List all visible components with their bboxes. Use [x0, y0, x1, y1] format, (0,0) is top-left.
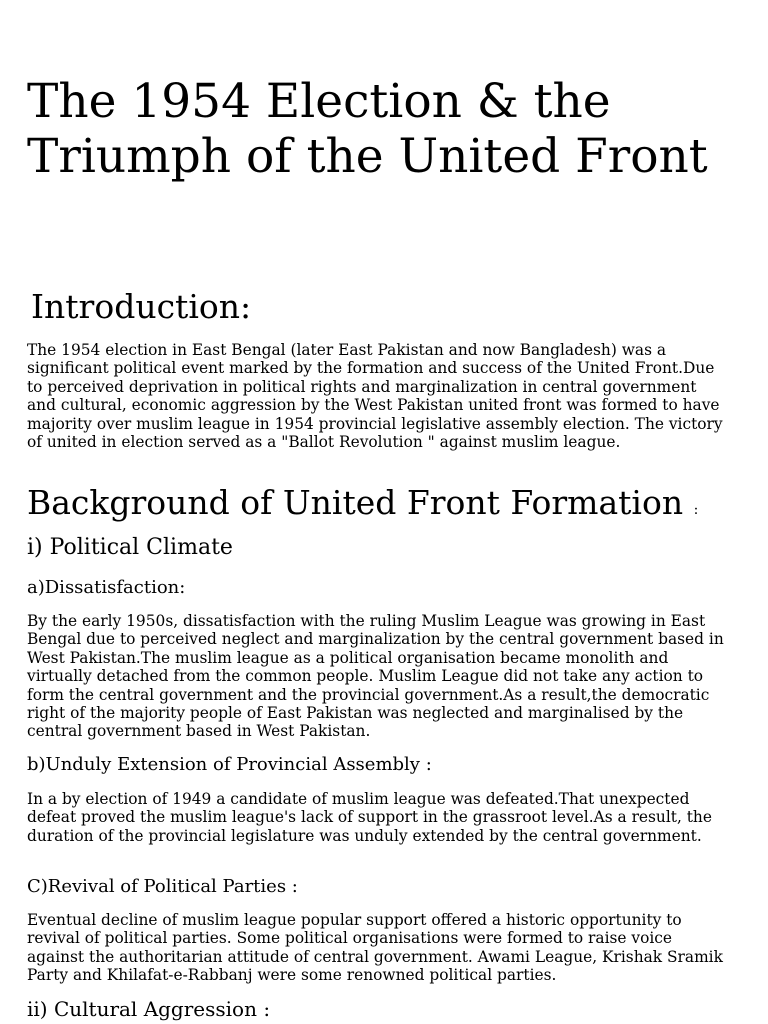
introduction-heading: Introduction:	[31, 287, 252, 326]
cultural-aggression-heading: ii) Cultural Aggression :	[27, 997, 271, 1021]
political-climate-heading: i) Political Climate	[27, 535, 233, 560]
document-title: The 1954 Election & the Triumph of the United Front	[27, 74, 708, 184]
dissatisfaction-heading: a)Dissatisfaction:	[27, 577, 186, 598]
unduly-extension-paragraph: In a by election of 1949 a candidate of muslim league was defeated.That unexpected defeat proved the muslim league's lack of support in the grassroot level.As a result, the duration of the provincial legislature was unduly extended by the central government.	[27, 790, 712, 845]
dissatisfaction-paragraph: By the early 1950s, dissatisfaction with the ruling Muslim League was growing in East Bengal due to perceived neglect and marginalization by the central government based in West Pakistan.The muslim league as a political organisation became monolith and virtually detached from the common people. Muslim League did not take any action to form the central government and the provincial government.As a result,the democratic right of the majority people of East Pakistan was neglected and marginalised by the central government based in West Pakistan.	[27, 612, 724, 741]
background-heading	[27, 481, 698, 532]
background-heading-colon: :	[693, 502, 699, 518]
unduly-extension-heading: b)Unduly Extension of Provincial Assembly :	[27, 754, 432, 775]
revival-paragraph: Eventual decline of muslim league popular support offered a historic opportunity to revival of political parties. Some political organisations were formed to raise voice against the authoritarian attitude of central government. Awami League, Krishak Sramik Party and Khilafat-e-Rabbanj were some renowned political parties.	[27, 911, 723, 985]
revival-heading: C)Revival of Political Parties :	[27, 876, 298, 897]
background-heading-text: Background of United Front Formation	[27, 483, 684, 522]
introduction-paragraph: The 1954 election in East Bengal (later East Pakistan and now Bangladesh) was a significant political event marked by the formation and success of the United Front.Due to perceived deprivation in political rights and marginalization in central government and cultural, economic aggression by the West Pakistan united front was formed to have majority over muslim league in 1954 provincial legislative assembly election. The victory of united in election served as a "Ballot Revolution " against muslim league.	[27, 341, 723, 452]
